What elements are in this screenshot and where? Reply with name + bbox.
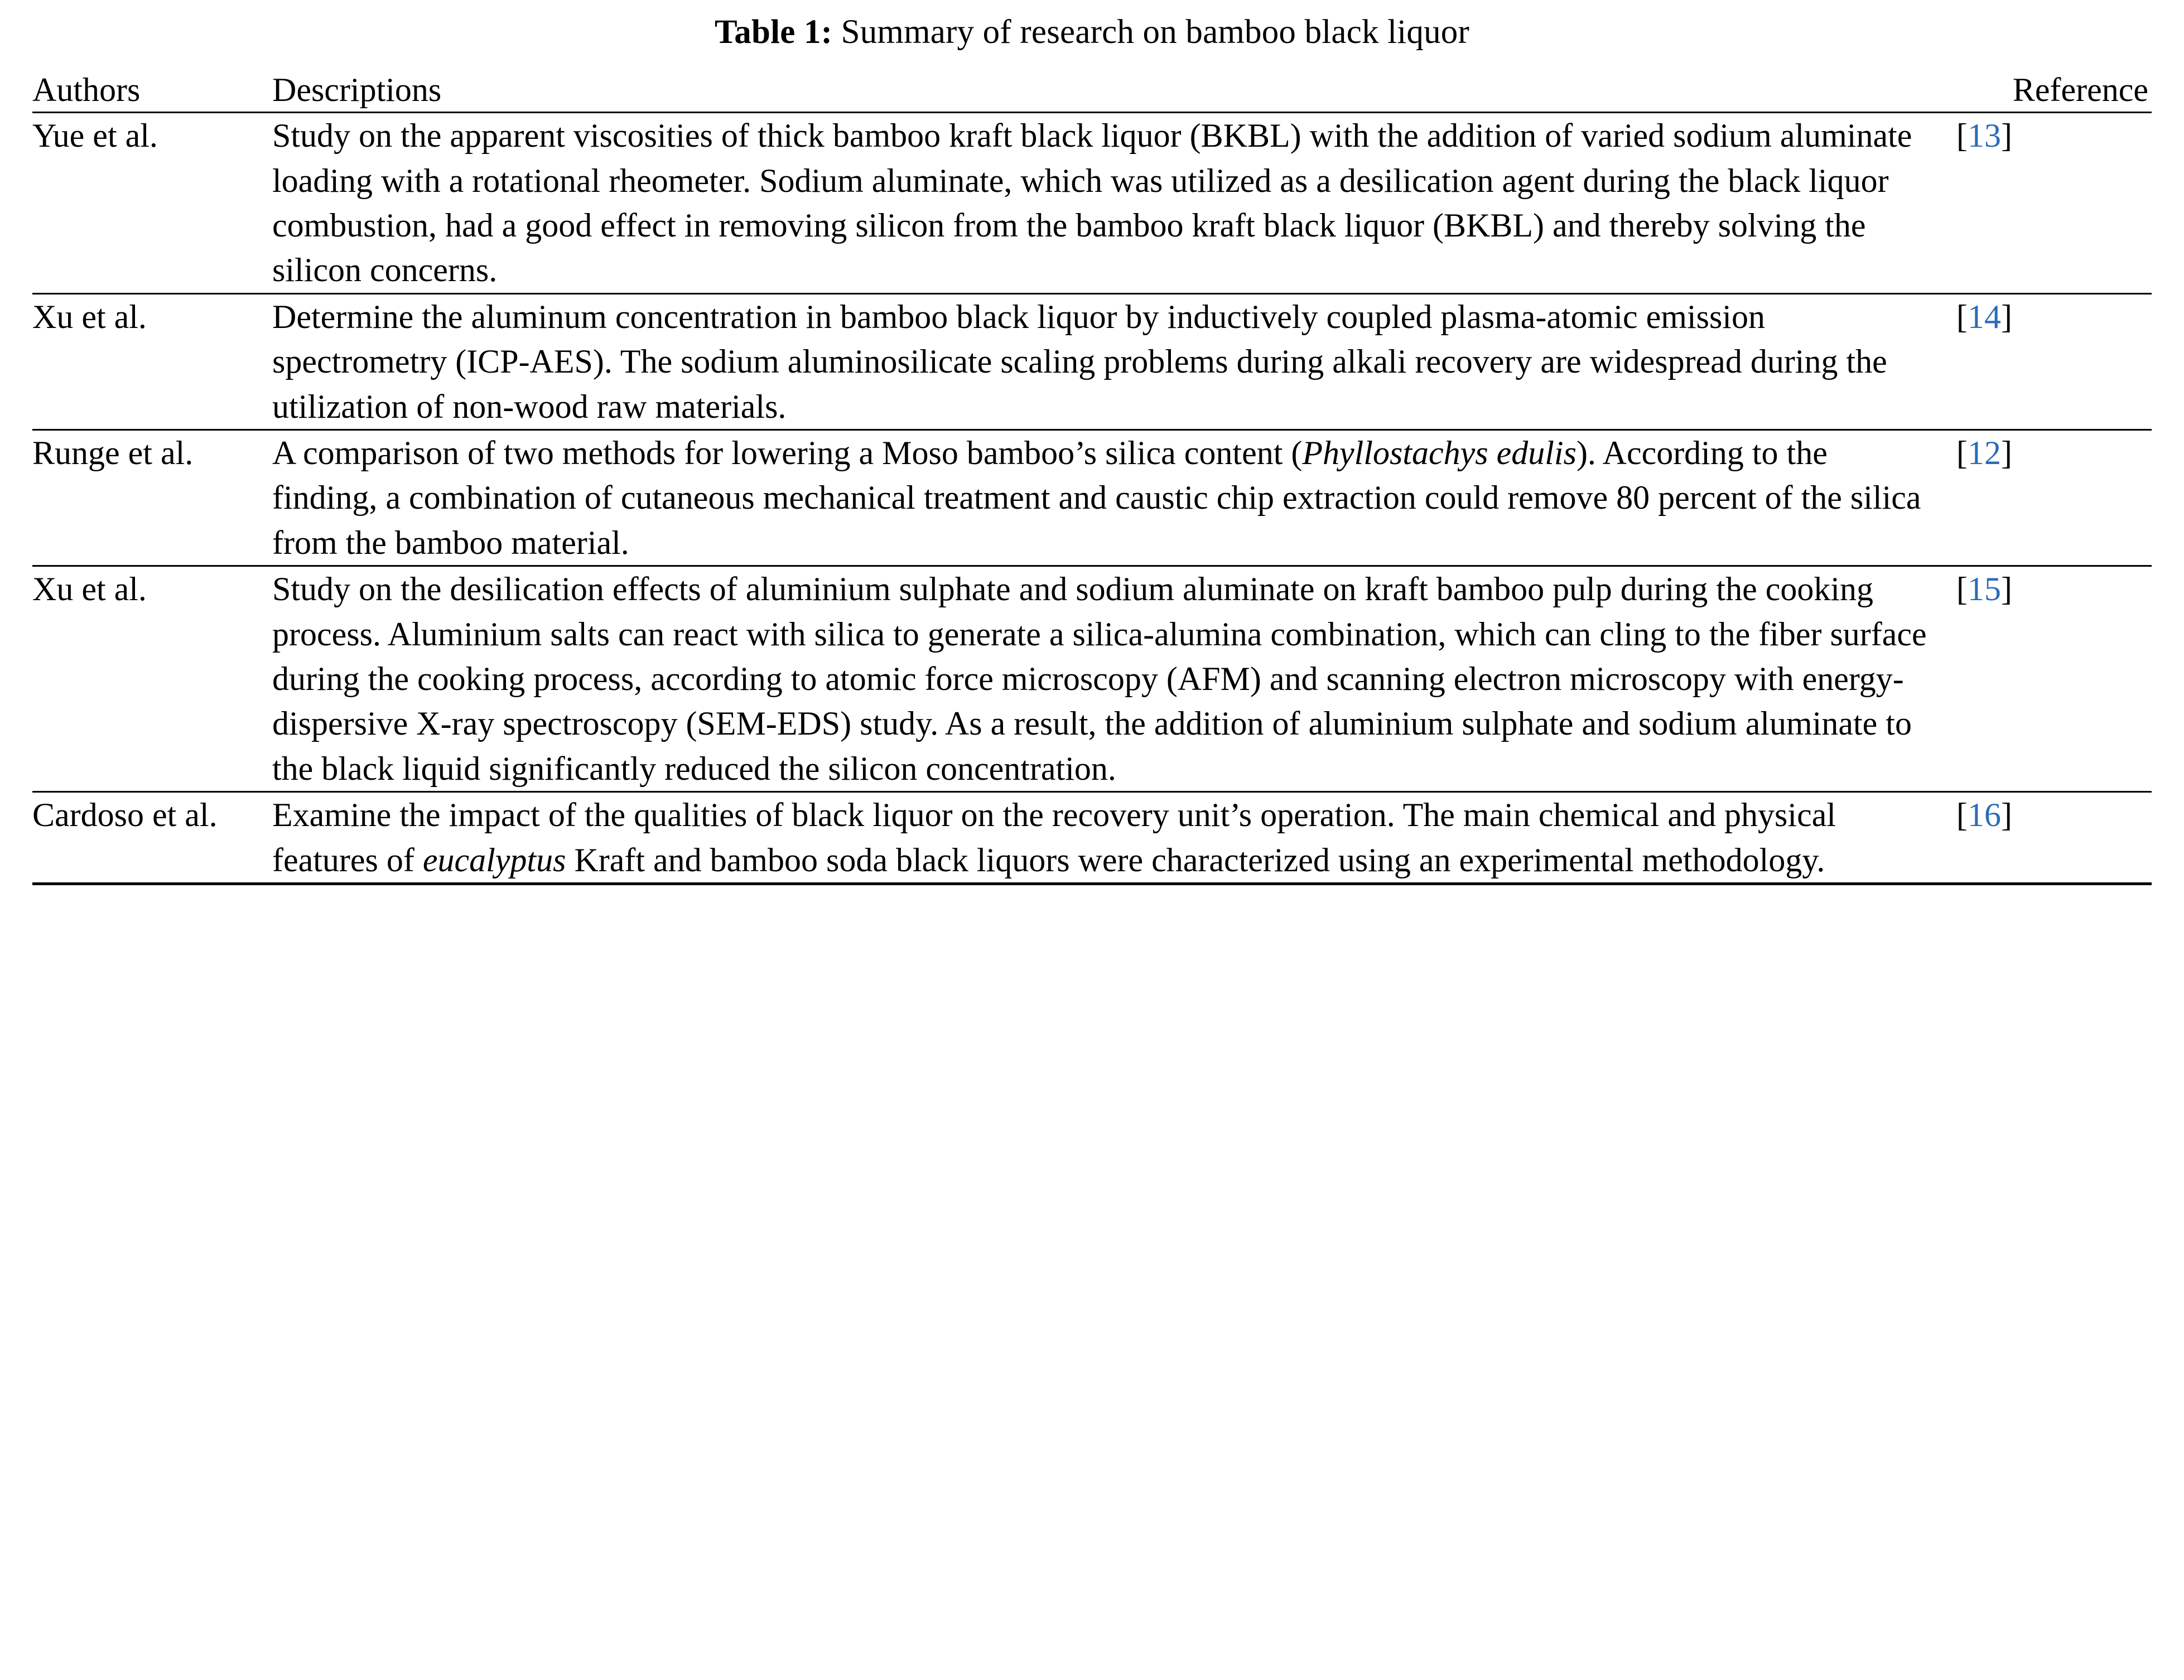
cell-reference[interactable] [1956, 566, 2152, 792]
cell-reference[interactable] [1956, 293, 2152, 429]
cell-authors: Xu et al. [32, 566, 272, 792]
column-header-reference: Reference [2012, 71, 2148, 109]
bracket-close: ] [2000, 434, 2012, 471]
reference-number[interactable]: 14 [1967, 298, 2001, 335]
cell-authors: Yue et al. [32, 113, 272, 294]
cell-description: Study on the apparent viscosities of thick bamboo kraft black liquor (BKBL) with the addition of varied sodium aluminate loading with a rotational rheometer. Sodium aluminate, which was utilized as a desilication agent during the black liquor combustion, had a good effect in removing silicon from the bamboo kraft black liquor (BKBL) and thereby solving the silicon concerns. [272, 113, 1956, 294]
summary-table [32, 68, 2152, 885]
table-caption-text: Summary of research on bamboo black liquor [841, 13, 1470, 51]
bracket-open: [ [1956, 796, 1968, 834]
table-row [32, 566, 2152, 792]
cell-reference[interactable] [1956, 429, 2152, 566]
column-header-authors: Authors [32, 71, 141, 109]
table-row [32, 113, 2152, 294]
table-row [32, 792, 2152, 884]
table-header-row [32, 68, 2152, 113]
cell-reference[interactable] [1956, 113, 2152, 294]
cell-description: Determine the aluminum concentration in bamboo black liquor by inductively coupled plasma-atomic emission spectrometry (ICP-AES). The sodium aluminosilicate scaling problems during alkali recovery are widespread during the utilization of non-wood raw materials. [272, 293, 1956, 429]
cell-authors: Runge et al. [32, 429, 272, 566]
table-header [32, 68, 2152, 113]
table-row [32, 429, 2152, 566]
table-caption-label: Table 1: [714, 13, 833, 51]
description-post: Kraft and bamboo soda black liquors were characterized using an experimental methodology. [566, 841, 1825, 878]
table-row [32, 293, 2152, 429]
bracket-close: ] [2000, 117, 2012, 155]
bracket-open: [ [1956, 571, 1968, 608]
bracket-open: [ [1956, 117, 1968, 155]
cell-reference[interactable] [1956, 792, 2152, 884]
description-pre: Examine the impact of the qualities of black liquor on the recovery unit’s operation. The main chemical and physical features of [272, 796, 1836, 878]
reference-number[interactable]: 15 [1967, 571, 2001, 608]
table-caption [32, 11, 2152, 54]
reference-number[interactable]: 13 [1967, 117, 2001, 155]
reference-number[interactable]: 12 [1967, 434, 2001, 471]
reference-number[interactable]: 16 [1967, 796, 2001, 834]
cell-description [272, 429, 1956, 566]
bracket-close: ] [2000, 298, 2012, 335]
cell-description [272, 792, 1956, 884]
column-header-descriptions: Descriptions [272, 71, 442, 109]
bracket-close: ] [2000, 571, 2012, 608]
table-body [32, 113, 2152, 884]
description-italic: Phyllostachys edulis [1302, 434, 1576, 471]
cell-authors: Xu et al. [32, 293, 272, 429]
bracket-open: [ [1956, 434, 1968, 471]
bracket-open: [ [1956, 298, 1968, 335]
description-pre: A comparison of two methods for lowering a Moso bamboo’s silica content ( [272, 434, 1303, 471]
cell-authors: Cardoso et al. [32, 792, 272, 884]
description-italic: eucalyptus [422, 841, 566, 878]
bracket-close: ] [2000, 796, 2012, 834]
description-post: ). According to the finding, a combination of cutaneous mechanical treatment and caustic chip extraction could remove 80 percent of the silica from the bamboo material. [272, 434, 1921, 561]
cell-description: Study on the desilication effects of aluminium sulphate and sodium aluminate on kraft bamboo pulp during the cooking process. Aluminium salts can react with silica to generate a silica-alumina combination, which can cling to the fiber surface during the cooking process, according to atomic force microscopy (AFM) and scanning electron microscopy with energy-dispersive X-ray spectroscopy (SEM-EDS) study. As a result, the addition of aluminium sulphate and sodium aluminate to the black liquid significantly reduced the silicon concentration. [272, 566, 1956, 792]
